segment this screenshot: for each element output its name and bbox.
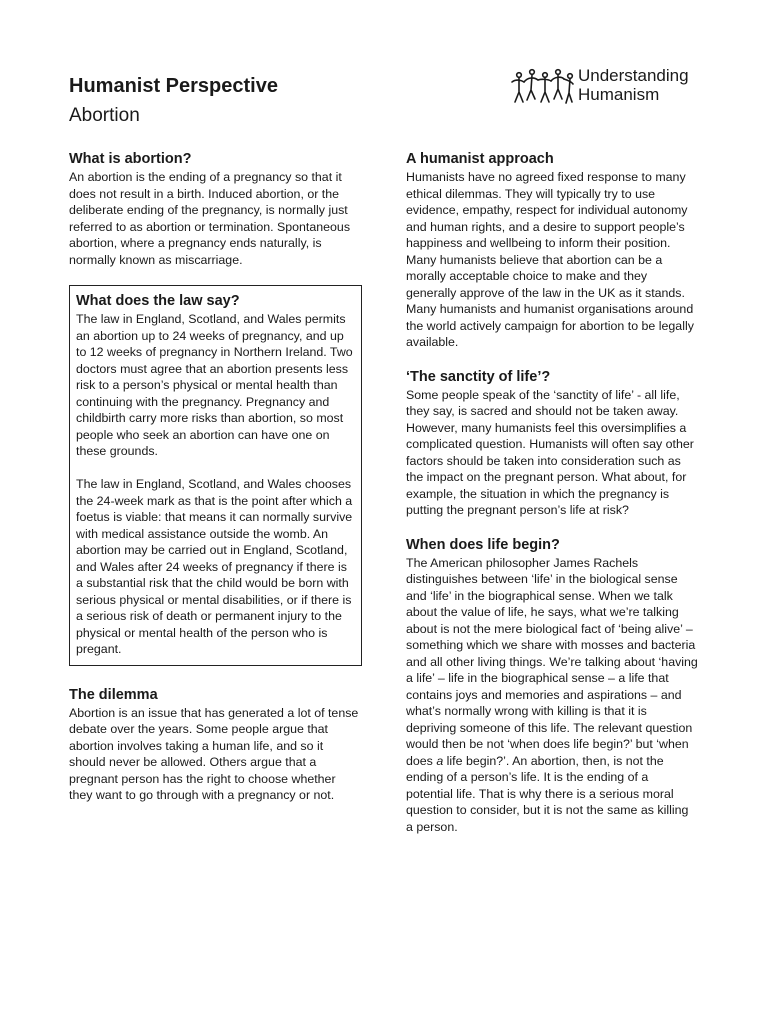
dancing-figures-icon bbox=[510, 68, 574, 106]
section-sanctity-of-life bbox=[406, 368, 698, 519]
section-humanist-approach bbox=[406, 150, 698, 351]
section-body: Some people speak of the ‘sanctity of life’ - all life, they say, is sacred and should not be taken away. However, many humanists feel this oversimplifies a complicated question. Humanists will often say other factors should be taken into consideration such as the impact on the pregnant person. What about, for example, the situation in which the pregnancy is putting the pregnant person’s life at risk? bbox=[406, 387, 694, 517]
section-the-dilemma bbox=[69, 686, 361, 804]
logo-word-humanism: Humanism bbox=[578, 85, 660, 104]
section-heading: What does the law say? bbox=[76, 293, 240, 309]
section-heading: ‘The sanctity of life’? bbox=[406, 368, 551, 385]
page-subtitle: Abortion bbox=[69, 105, 140, 126]
left-column bbox=[69, 150, 361, 804]
understanding-humanism-logo bbox=[510, 66, 710, 106]
section-body: Humanists have no agreed fixed response to many ethical dilemmas. They will typically try to use evidence, empathy, respect for individual autonomy and human rights, and a desire to support people’s happiness and wellbeing to inform their position. Many humanists believe that abortion can be a morally acceptable choice to make and they generally approve of the law in the UK as it stands. Many humanists and humanist organisations around the world actively campaign for abortion to be legally available. bbox=[406, 170, 694, 349]
law-callout-box bbox=[69, 285, 362, 666]
section-when-does-life-begin bbox=[406, 536, 698, 836]
section-body: Abortion is an issue that has generated a lot of tense debate over the years. Some people argue that abortion involves taking a human life, and so it should never be allowed. Others argue that a pregnant person has the right to choose whether they want to go through with a pregnancy or not. bbox=[69, 705, 359, 802]
section-body-paragraph-2: The law in England, Scotland, and Wales chooses the 24-week mark as that is the point after which a foetus is viable: that means it can normally survive with medical assistance outside the womb. An abortion may be carried out in England, Scotland, and Wales after 24 weeks of pregnancy if there is a substantial risk that the child would be born with serious physical or mental disabilities, or if there is a serious risk of death or permanent injury to the physical or mental health of the person who is pregant. bbox=[76, 477, 353, 656]
body-text-part-1: The American philosopher James Rachels distinguishes between ‘life’ in the biological sense and ‘life’ in the biographical sense. When we talk about the value of life, he says, what we’re talking about is not the mere biological fact of ‘being alive’ – something which we share with mosses and bacteria and all other living things. We’re talking about ‘having a life’ – life in the biographical sense – a life that contains joys and memories and aspirations – and what’s normally wrong with killing is that it is depriving someone of this life. The relevant question would then be not ‘when does life begin?’ but ‘when does bbox=[406, 555, 698, 768]
page-title: Humanist Perspective bbox=[69, 75, 278, 97]
section-body bbox=[406, 555, 698, 836]
section-heading: A humanist approach bbox=[406, 151, 554, 167]
section-heading: When does life begin? bbox=[406, 536, 560, 553]
section-heading: The dilemma bbox=[69, 686, 158, 703]
section-body: An abortion is the ending of a pregnancy so that it does not result in a birth. Induced abortion, or the deliberate ending of the pregnancy, is normally just referred to as abortion or termination. Spontaneous abortion, where a pregnancy ends naturally, is normally known as miscarriage. bbox=[69, 170, 351, 267]
section-body-paragraph-1: The law in England, Scotland, and Wales permits an abortion up to 24 weeks of pregnancy, and up to 12 weeks of pregnancy in Northern Ireland. Two doctors must agree that an abortion presents less risk to a person’s physical or mental health than continuing with the pregnancy. Pregnancy and childbirth carry more risks than abortion, so most people who seek an abortion can have one on these grounds. bbox=[76, 312, 353, 458]
section-what-is-abortion bbox=[69, 150, 361, 268]
right-column bbox=[406, 150, 698, 835]
emphasised-word: a bbox=[436, 753, 444, 768]
logo-word-understanding: Understanding bbox=[578, 66, 689, 85]
section-heading: What is abortion? bbox=[69, 151, 192, 167]
body-text-part-2: life begin?’. An abortion, then, is not the ending of a person’s life. It is the ending of a potential life. That is why there is a serious moral question to consider, but it is not the same as killing a person. bbox=[406, 753, 689, 834]
